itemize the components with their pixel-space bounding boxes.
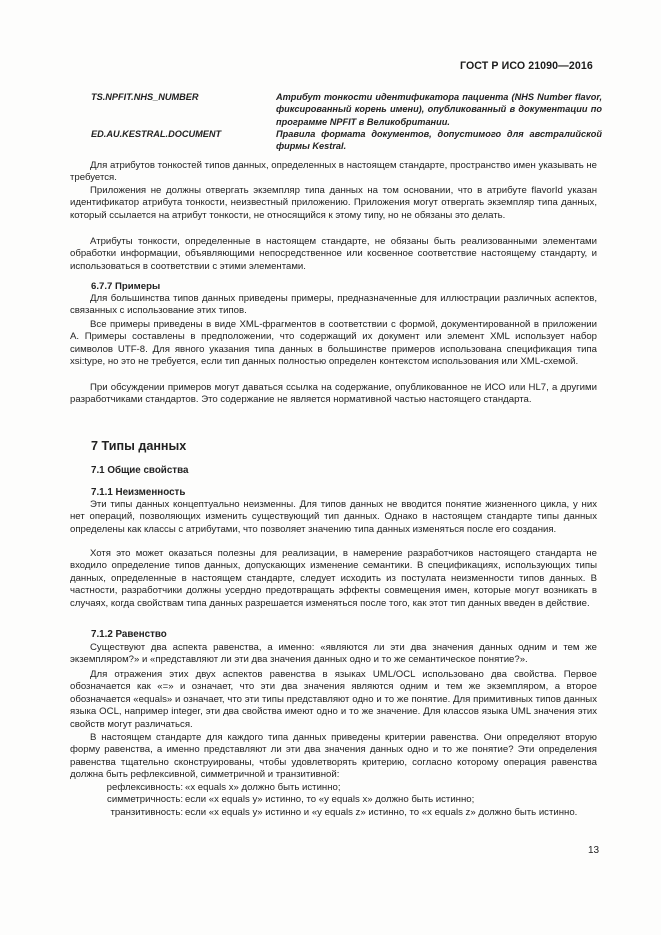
paragraph: Хотя это может оказаться полезны для реализации, в намерение разработчиков настоящего стандарта не входило определение типов данных, допускающих изменение семантики. В спецификациях, использующих типы данных, определенные в настоящем стандарте, следует исходить из постулата неизменности типов данных. В частности, разработчики должны усердно предотвращать эффекты совмещения имен, которые могут возникать в случаях, когда свойствам типа данных разрешается изменяться после того, как этот тип данных введен в действие. xyxy=(70,548,597,609)
property-label: рефлексивность: xyxy=(106,782,183,793)
definition-text: Правила формата документов, допустимого для австралийской фирмы Kestral. xyxy=(276,129,602,152)
paragraph: Приложения не должны отвергать экземпляр типа данных на том основании, что в атрибуте flavorId указан идентификатор атрибута тонкости, неизвестный приложению. Приложения могут отвергать экземпляр типа данных, который ссылается на атрибут тонкости, не относящийся к этому типу, но не обязаны это делать. xyxy=(70,185,597,221)
property-text: если «x equals y» истинно, то «y equals x» должно быть истинно; xyxy=(185,794,475,805)
section-7-1-2-heading: 7.1.2 Равенство xyxy=(91,629,167,640)
definition-term: ED.AU.KESTRAL.DOCUMENT xyxy=(91,129,222,139)
paragraph: Для атрибутов тонкостей типов данных, определенных в настоящем стандарте, пространство имен указывать не требуется. xyxy=(70,160,597,184)
section-7-heading: 7 Типы данных xyxy=(91,439,187,453)
property-label: транзитивность: xyxy=(110,807,183,818)
definition-term: TS.NPFIT.NHS_NUMBER xyxy=(91,92,199,102)
standard-id-header: ГОСТ Р ИСО 21090—2016 xyxy=(460,60,593,72)
paragraph: В настоящем стандарте для каждого типа данных приведены критерии равенства. Они определяют вторую форму равенства, а именно представляют ли эти два значения данных одно и то же понятие? Эти определения равенства тщательно сконструированы, чтобы удовлетворять критерию, согласно которому операция равенства должна быть рефлексивной, симметричной и транзитивной: xyxy=(70,732,597,781)
definition-text: Атрибут тонкости идентификатора пациента (NHS Number flavor, фиксированный корень имени), опубликованный в документации по программе NPFIT в Великобритании. xyxy=(276,92,602,127)
examples-heading: 6.7.7 Примеры xyxy=(91,281,161,292)
paragraph: Атрибуты тонкости, определенные в настоящем стандарте, не обязаны быть реализованными элементами обработки информации, объявляющими непосредственное или косвенное соответствие настоящему стандарту, и использоваться в соответствии с этими элементами. xyxy=(70,236,597,272)
paragraph: Существуют два аспекта равенства, а именно: «являются ли эти два значения данных одним и тем же экземпляром?» и «представляют ли эти два значения данных одно и то же семантическое понятие?». xyxy=(70,642,597,666)
section-7-1-1-heading: 7.1.1 Неизменность xyxy=(91,487,186,498)
page-number: 13 xyxy=(588,845,600,856)
paragraph: Все примеры приведены в виде XML-фрагментов в соответствии с формой, документированной в приложении А. Примеры составлены в предположении, что содержащий их документ или элемент XML использует набор символов UTF-8. Для явного указания типа данных в большинстве примеров использована спецификация типа xsi:type, но это не требуется, если тип данных полностью определен контекстом использования или XML-схемой. xyxy=(70,319,597,368)
paragraph: При обсуждении примеров могут даваться ссылка на содержание, опубликованное не ИСО или HL7, а другими разработчиками стандартов. Это содержание не является нормативной частью настоящего стандарта. xyxy=(70,382,597,406)
paragraph: Для большинства типов данных приведены примеры, предназначенные для иллюстрации различных аспектов, связанных с использование этих типов. xyxy=(70,293,597,317)
paragraph: Для отражения этих двух аспектов равенства в языках UML/OCL использовано два свойства. Первое обозначается как «=» и означает, что эти два значения являются одним и тем же экземпляром, а второе обозначается «equals» и означает, что эти типы представляют одно и то же понятие. Для примитивных типов данных языка OCL, например integer, эти два свойства имеют одно и то же значение. Для классов языка UML значения этих свойств могут различаться. xyxy=(70,669,597,730)
paragraph: Эти типы данных концептуально неизменны. Для типов данных не вводится понятие жизненного цикла, у них нет операций, позволяющих изменить существующий тип данных. Однако в настоящем стандарте типы данных определены как классы с атрибутами, что позволяет значению типа данных изменяться после его создания. xyxy=(70,499,597,535)
property-text: «x equals x» должно быть истинно; xyxy=(185,782,341,793)
property-text: если «x equals y» истинно и «y equals z» истинно, то «x equals z» должно быть истинно. xyxy=(185,807,578,818)
property-label: симметричность: xyxy=(107,794,183,805)
section-7-1-heading: 7.1 Общие свойства xyxy=(91,465,189,476)
